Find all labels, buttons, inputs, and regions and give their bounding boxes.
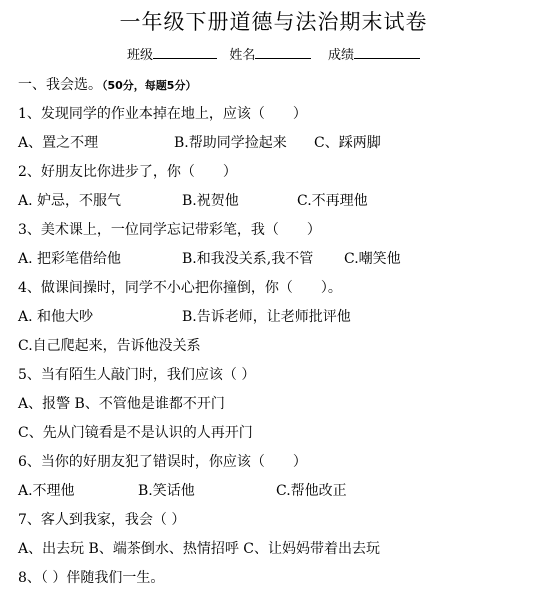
option-3c[interactable]: C.嘲笑他 [344,251,401,267]
option-1b[interactable]: B.帮助同学捡起来 [174,135,287,151]
option-6a[interactable]: A.不理他 [18,483,75,499]
option-2a[interactable]: A. 妒忌，不服气 [18,193,122,209]
page-title: 一年级下册道德与法治期末试卷 [119,10,428,34]
question-3-options [18,248,401,268]
class-blank[interactable] [153,46,217,59]
question-2-options [18,190,368,210]
name-label: 姓名 [229,48,256,63]
question-3: 3、美术课上，一位同学忘记带彩笔，我（ ） [18,222,321,238]
question-7: 7、客人到我家，我会（ ） [18,512,186,528]
option-5c[interactable]: C、先从门镜看是不是认识的人再开门 [18,425,253,441]
question-5-options-ab[interactable]: A、报警 B、不管他是谁都不开门 [18,396,225,412]
question-7-options[interactable]: A、出去玩 B、端茶倒水、热情招呼 C、让妈妈带着出去玩 [18,541,381,557]
section-heading [18,74,196,94]
option-4a[interactable]: A. 和他大吵 [18,309,94,325]
question-1: 1、发现同学的作业本掉在地上，应该（ ） [18,106,307,122]
class-label: 班级 [127,48,154,63]
question-8: 8、（ ）伴随我们一生。 [18,570,165,586]
question-6: 6、当你的好朋友犯了错误时，你应该（ ） [18,454,307,470]
question-5: 5、当有陌生人敲门时，我们应该（ ） [18,367,256,383]
option-4c[interactable]: C.自己爬起来，告诉他没关系 [18,338,201,354]
option-1a[interactable]: A、置之不理 [18,135,99,151]
question-2: 2、好朋友比你进步了，你（ ） [18,164,237,180]
option-2b[interactable]: B.祝贺他 [182,193,239,209]
score-blank[interactable] [354,46,420,59]
question-6-options [18,480,347,500]
score-label: 成绩 [327,48,354,63]
question-1-options [18,132,381,152]
option-3a[interactable]: A. 把彩笔借给他 [18,251,122,267]
option-3b[interactable]: B.和我没关系,我不管 [182,251,314,267]
section-heading-text: 一、我会选。 [18,77,102,93]
name-blank[interactable] [255,46,311,59]
question-4: 4、做课间操时，同学不小心把你撞倒，你（ ）。 [18,280,342,296]
option-6b[interactable]: B.笑话他 [138,483,195,499]
option-2c[interactable]: C.不再理他 [297,193,368,209]
student-info-row [0,44,547,63]
option-6c[interactable]: C.帮他改正 [276,483,347,499]
option-4b[interactable]: B.告诉老师，让老师批评他 [182,309,351,325]
question-4-options [18,306,351,326]
section-score-note: （50分，每题5分） [102,79,197,92]
option-1c[interactable]: C、踩两脚 [314,135,381,151]
